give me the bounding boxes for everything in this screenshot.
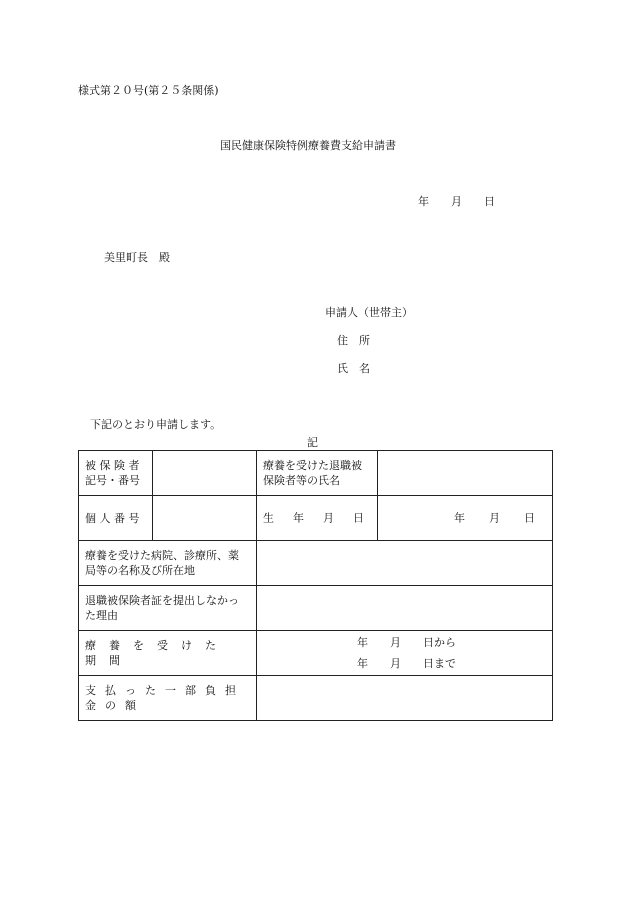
addressee: 美里町長 殿 [104, 251, 170, 264]
date-line: 年 月 日 [418, 195, 495, 208]
reason-label [79, 586, 257, 631]
date-day-label: 日 [524, 511, 535, 525]
birth-date-field[interactable] [257, 496, 378, 541]
retired-name-label [257, 451, 378, 496]
form-number: 様式第２０号(第２５条関係) [78, 84, 219, 97]
period-from: 年 月 日から [357, 636, 456, 649]
form-title: 国民健康保険特例療養費支給申請書 [220, 139, 396, 152]
reason-field[interactable] [257, 586, 553, 631]
retired-name-label-line1: 療養を受けた退職被 [263, 459, 362, 472]
table-row [79, 496, 553, 541]
applicant-label: 申請人（世帯主） [325, 306, 413, 319]
hospital-field[interactable] [257, 541, 553, 586]
table-row [79, 676, 553, 721]
birth-month-label: 月 [323, 511, 334, 525]
reason-label-line1: 退職被保険者証を提出しなかっ [85, 594, 239, 607]
application-table [78, 450, 553, 721]
date-year-label: 年 [454, 511, 465, 525]
insured-number-label-line1: 被 保 険 者 [85, 459, 140, 472]
table-row [79, 541, 553, 586]
personal-number-field[interactable] [153, 496, 257, 541]
period-to: 年 月 日まで [357, 657, 456, 670]
table-row [79, 451, 553, 496]
birth-day-label: 日 [353, 511, 364, 525]
intro-text: 下記のとおり申請します。 [90, 418, 222, 431]
insured-number-label [79, 451, 153, 496]
date-month-label: 月 [489, 511, 500, 525]
birth-label: 生 [263, 511, 274, 525]
hospital-label-line2: 局等の名称及び所在地 [85, 564, 195, 577]
table-row [79, 586, 553, 631]
birth-year-label: 年 [293, 511, 304, 525]
period-field[interactable] [257, 631, 553, 676]
hospital-label [79, 541, 257, 586]
payment-field[interactable] [257, 676, 553, 721]
personal-number-label: 個 人 番 号 [79, 496, 153, 541]
address-label: 住 所 [337, 334, 370, 347]
insured-number-label-line2: 記号・番号 [85, 474, 140, 487]
date-field[interactable] [378, 496, 553, 541]
ki-label: 記 [307, 436, 318, 449]
period-label: 療養を受けた期間 [79, 631, 257, 676]
table-row [79, 631, 553, 676]
name-label: 氏 名 [337, 362, 370, 375]
insured-number-field[interactable] [153, 451, 257, 496]
retired-name-label-line2: 保険者等の氏名 [263, 474, 340, 487]
hospital-label-line1: 療養を受けた病院、診療所、薬 [85, 549, 239, 562]
payment-label: 支払った一部負担金の額 [79, 676, 257, 721]
retired-name-field[interactable] [378, 451, 553, 496]
reason-label-line2: た理由 [85, 609, 118, 622]
